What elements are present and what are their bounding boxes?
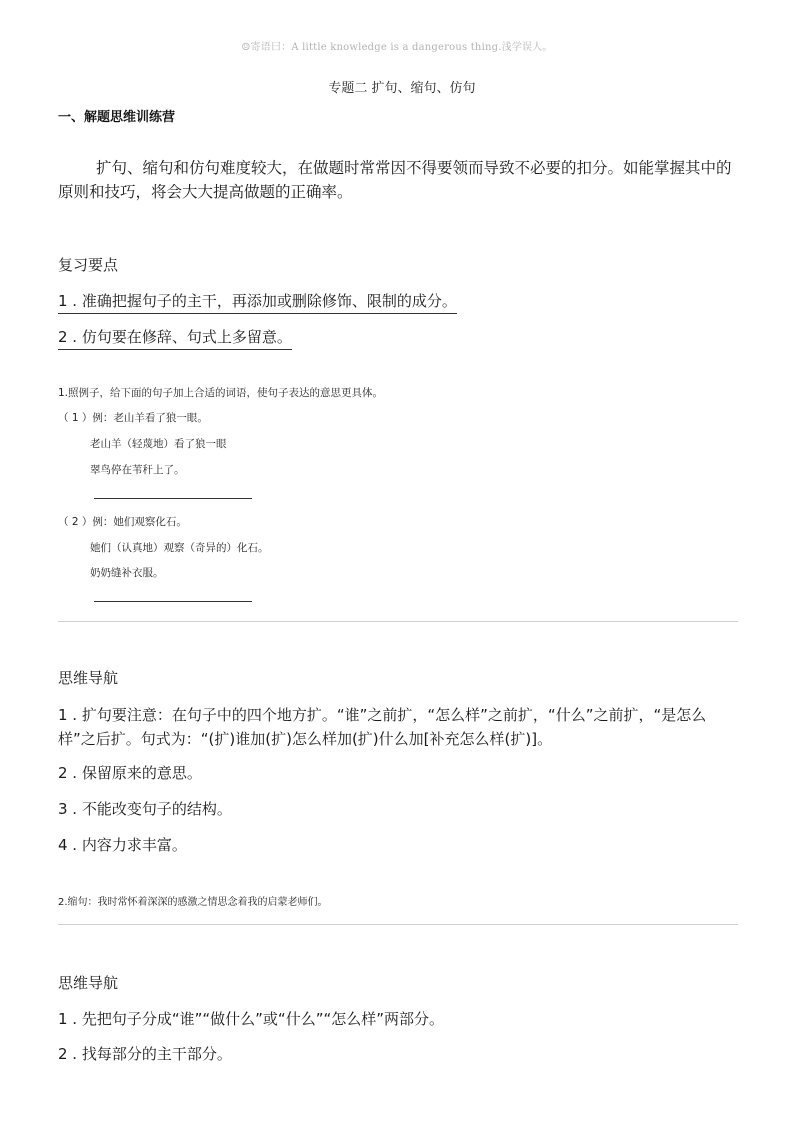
document-title: 专题二 扩句、缩句、仿句 [328, 81, 476, 96]
exercise-1-sub-1-task: 翠鸟停在苇秆上了。 [90, 464, 185, 476]
nav-1-item-1: 1 . 扩句要注意：在句子中的四个地方扩。“谁”之前扩，“怎么样”之前扩，“什么”之前扩，“是怎么样”之后扩。句式为：“(扩)谁加(扩)怎么样加(扩)什么加[补充怎么样(扩)]。 [58, 706, 707, 748]
exercise-1-sub-2-label: （ 2 ）例：她们观察化石。 [58, 516, 187, 528]
nav-2-item-1: 1 . 先把句子分成“谁”“做什么”或“什么”“怎么样”两部分。 [58, 1010, 445, 1028]
header-motto: ☺寄语曰：A little knowledge is a dangerous thing.浅学误人。 [241, 42, 553, 53]
exercise-1-sub-2-task: 奶奶缝补衣服。 [90, 567, 164, 579]
exercise-1-prompt: 1.照例子，给下面的句子加上合适的词语，使句子表达的意思更具体。 [58, 387, 384, 399]
review-point-2 [58, 326, 292, 350]
exercise-1-sub-1-label: （ 1 ）例：老山羊看了狼一眼。 [58, 412, 208, 424]
review-point-text: 1 . 准确把握句子的主干，再添加或删除修饰、限制的成分。 [58, 290, 457, 314]
section-divider [58, 924, 738, 925]
review-point-1 [58, 290, 457, 314]
nav-2-item-2: 2 . 找每部分的主干部分。 [58, 1045, 232, 1063]
nav-1-item-4: 4 . 内容力求丰富。 [58, 836, 187, 854]
section-heading: 一、解题思维训练营 [58, 110, 176, 125]
nav-1-item-2: 2 . 保留原来的意思。 [58, 764, 202, 782]
exercise-1-sub-2-example: 她们（认真地）观察（奇异的）化石。 [90, 542, 269, 554]
review-title: 复习要点 [58, 256, 119, 274]
nav-title-1: 思维导航 [58, 669, 119, 687]
answer-line-2[interactable] [94, 601, 252, 602]
exercise-2-prompt: 2.缩句：我时常怀着深深的感激之情思念着我的启蒙老师们。 [58, 897, 328, 908]
nav-1-item-3: 3 . 不能改变句子的结构。 [58, 800, 232, 818]
answer-line-1[interactable] [94, 498, 252, 499]
intro-paragraph: 扩句、缩句和仿句难度较大，在做题时常常因不得要领而导致不必要的扣分。如能掌握其中的原则和技巧，将会大大提高做题的正确率。 [58, 159, 732, 201]
review-point-text: 2 . 仿句要在修辞、句式上多留意。 [58, 326, 292, 350]
exercise-1-sub-1-example: 老山羊（轻蔑地）看了狼一眼 [90, 438, 227, 450]
section-divider [58, 621, 738, 622]
nav-title-2: 思维导航 [58, 974, 119, 992]
